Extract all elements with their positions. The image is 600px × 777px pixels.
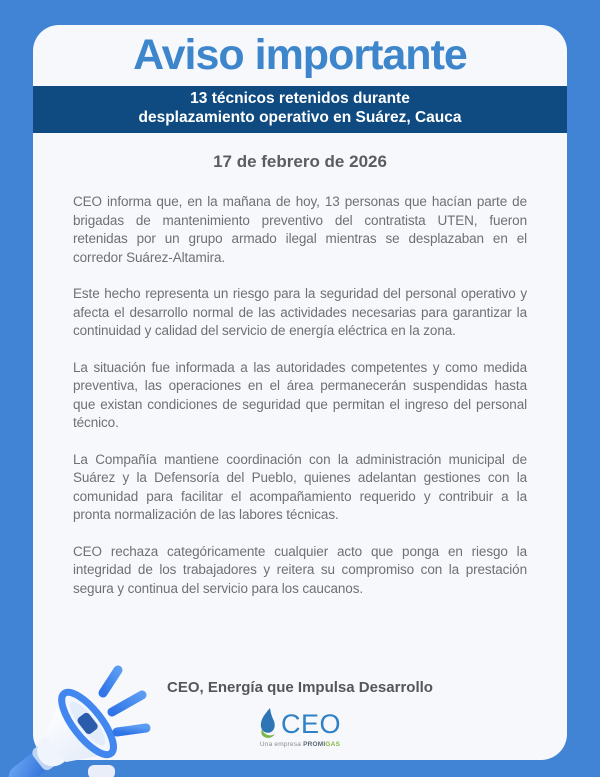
notice-date: 17 de febrero de 2026 bbox=[213, 152, 387, 171]
paragraph-3: La situación fue informada a las autoridades competentes y como medida preventiva, las operaciones en el área permanecerán suspendidas hasta que existan condiciones de seguridad que permitan el ingreso del personal técnico. bbox=[73, 359, 527, 430]
paragraph-2: Este hecho representa un riesgo para la seguridad del personal operativo y afecta el desarrollo normal de las actividades necesarias para garantizar la continuidad y calidad del servicio de energía eléctrica en la zona. bbox=[73, 286, 527, 338]
megaphone-icon bbox=[0, 640, 170, 777]
title-area bbox=[33, 25, 567, 86]
page-title: Aviso importante bbox=[133, 31, 467, 79]
logo-sub-brand: PROMI bbox=[303, 741, 326, 748]
paragraph-5: CEO rechaza categóricamente cualquier acto que ponga en riesgo la integridad de los trabajadores y reitera su compromiso con la prestación segura y continua del servicio para los caucanos. bbox=[73, 543, 527, 596]
notice-body bbox=[33, 193, 567, 616]
footer-tagline: CEO, Energía que Impulsa Desarrollo bbox=[167, 679, 433, 696]
headline-banner bbox=[33, 86, 567, 133]
logo-sub-prefix: Una empresa bbox=[259, 741, 304, 748]
paragraph-1: CEO informa que, en la mañana de hoy, 13 personas que hacían parte de brigadas de mantenimiento preventivo del contratista UTEN, fueron retenidas por un grupo armado ilegal mientras se desplazaban en el corredor Suárez-Altamira. bbox=[73, 194, 527, 265]
ceo-logo-text: CEO bbox=[280, 708, 341, 739]
headline-line-2: desplazamiento operativo en Suárez, Cauca bbox=[138, 108, 462, 126]
ceo-logo bbox=[259, 708, 341, 748]
headline-line-1: 13 técnicos retenidos durante bbox=[190, 90, 410, 107]
paragraph-4: La Compañía mantiene coordinación con la administración municipal de Suárez y la Defensoría del Pueblo, quienes adelantan gestiones con la comunidad para facilitar el acompañamiento requerido y contribuir a la pronta normalización de las labores técnicas. bbox=[73, 451, 527, 522]
ceo-logo-droplet-icon bbox=[259, 708, 279, 740]
ceo-logo-subtext bbox=[260, 741, 340, 748]
logo-sub-brand-suffix: GAS bbox=[325, 741, 341, 748]
